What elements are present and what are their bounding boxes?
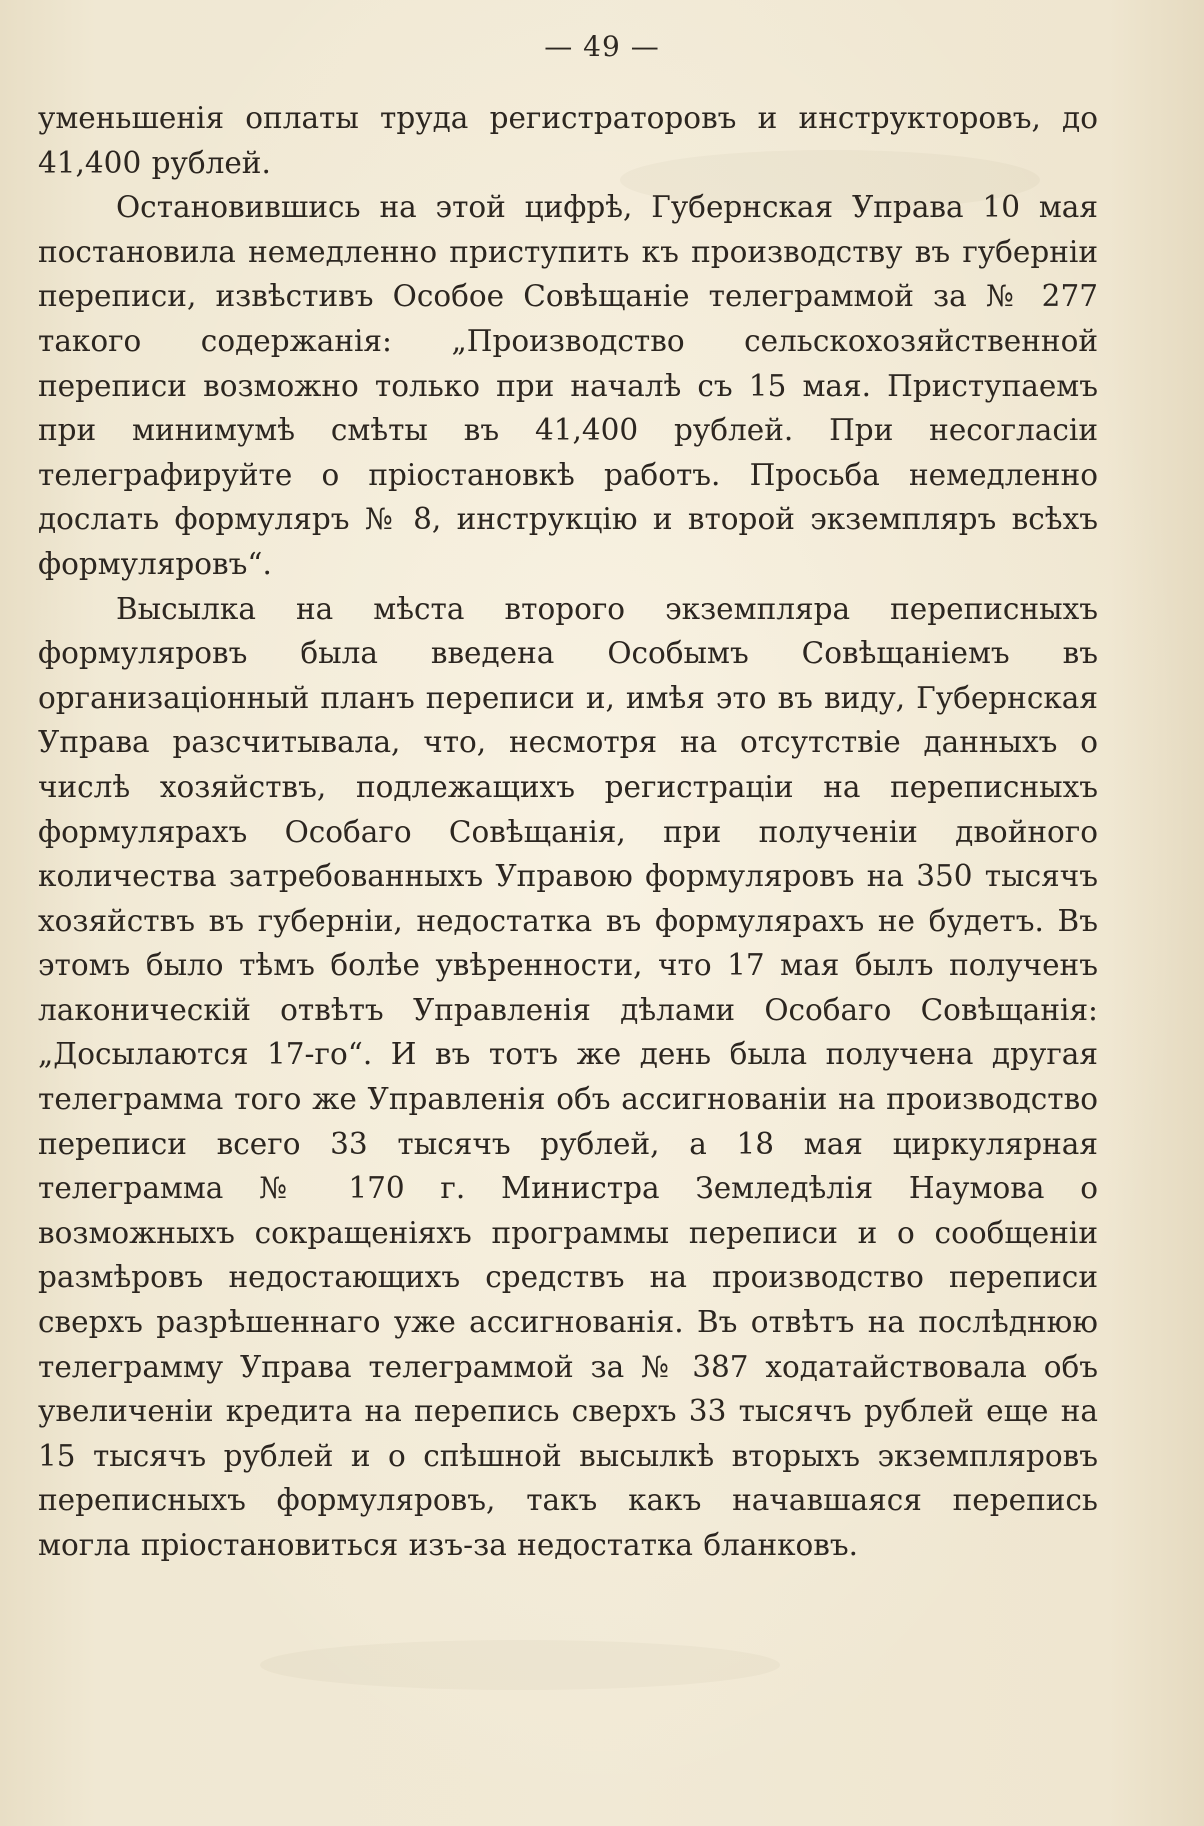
paragraph-telegram-277: Остановившись на этой цифрѣ, Губернская Управа 10 мая постановила немедленно приступить къ производству въ губерніи переписи, извѣстивъ Особое Совѣщаніе телеграммой за № 277 такого содержанія: „Производство сельскохозяйственной переписи возможно только при началѣ съ 15 мая. Приступаемъ при минимумѣ смѣты въ 41,400 рублей. При несогласіи телеграфируйте о пріостановкѣ работъ. Просьба немедленно дослать формуляръ № 8, инструкцію и второй экземпляръ всѣхъ формуляровъ“. — [38, 190, 1098, 581]
paragraph-forms-dispatch: Высылка на мѣста второго экземпляра переписныхъ формуляровъ была введена Особымъ Совѣщаніемъ въ организаціонный планъ переписи и, имѣя это въ виду, Губернская Управа разсчитывала, что, несмотря на отсутствіе данныхъ о числѣ хозяйствъ, подлежащихъ регистраціи на переписныхъ формулярахъ Особаго Совѣщанія, при полученіи двойного количества затребованныхъ Управою формуляровъ на 350 тысячъ хозяйствъ въ губерніи, недостатка въ формулярахъ не будетъ. Въ этомъ было тѣмъ болѣе увѣренности, что 17 мая былъ полученъ лаконическій отвѣтъ Управленія дѣлами Особаго Совѣщанія: „Досылаются 17-го“. И въ тотъ же день была получена другая телеграмма того же Управленія объ ассигнованіи на производство переписи всего 33 тысячъ рублей, а 18 мая циркулярная телеграмма № 170 г. Министра Земледѣлія Наумова о возможныхъ сокращеніяхъ программы переписи и о сообщеніи размѣровъ недостающихъ средствъ на производство переписи сверхъ разрѣшеннаго уже ассигнованія. Въ отвѣтъ на послѣднюю телеграмму Управа телеграммой за № 387 ходатайствовала объ увеличеніи кредита на перепись сверхъ 33 тысячъ рублей еще на 15 тысячъ рублей и о спѣшной высылкѣ вторыхъ экземпляровъ переписныхъ формуляровъ, такъ какъ начавшаяся перепись могла пріостановиться изъ-за недостатка бланковъ. — [38, 591, 1098, 1562]
page-number: — 49 — — [544, 30, 660, 63]
body-text — [38, 96, 1098, 1568]
paragraph-continuation: уменьшенія оплаты труда регистраторовъ и инструкторовъ, до 41,400 рублей. — [38, 101, 1098, 180]
paper-stain — [260, 1640, 780, 1690]
